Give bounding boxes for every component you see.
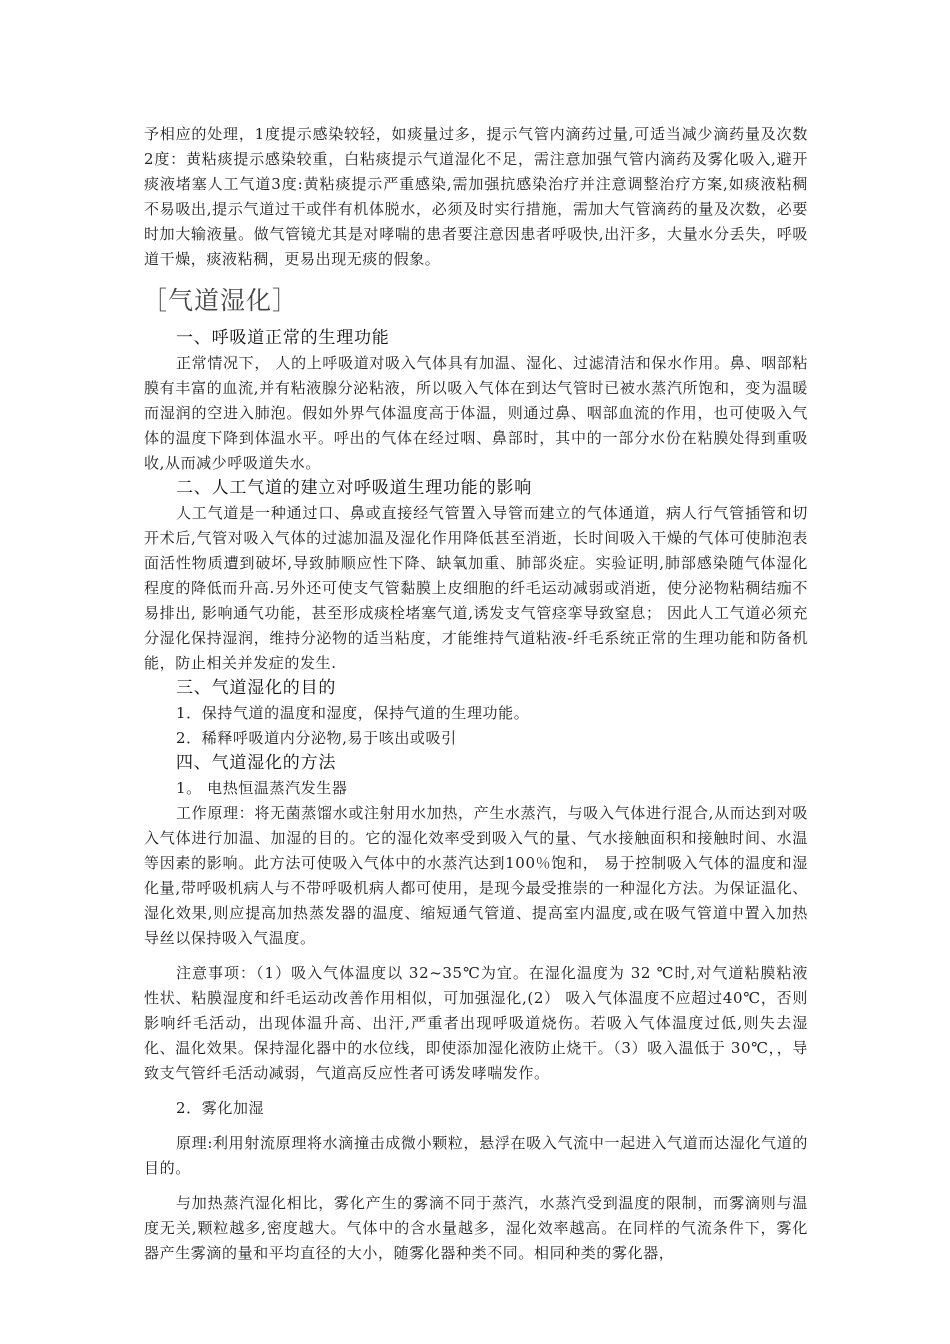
paragraph-principle-steam: 工作原理：将无菌蒸馏水或注射用水加热，产生水蒸汽，与吸入气体进行混合,从而达到对吸入气体进行加温、加湿的目的。它的湿化效率受到吸入气的量、气水接触面积和接触时间、水温等因素的影响。此方法可使吸入气体中的水蒸汽达到100％饱和， 易于控制吸入气体的温度和湿化量,带呼吸机病人与不带呼吸机病人都可使用，是现今最受推崇的一种湿化方法。为保证温化、湿化效果,则应提高加热蒸发器的温度、缩短通气管道、提高室内温度,或在吸气管道中置入加热导丝以保持吸入气温度。 xyxy=(144,804,808,947)
section-title: ［气道湿化］ xyxy=(142,286,299,315)
heading-humidification-purpose: 三、气道湿化的目的 xyxy=(176,678,337,698)
method-1-title: 1。 电热恒温蒸汽发生器 xyxy=(176,779,348,797)
document-page xyxy=(144,122,808,1266)
purpose-item-1: 1．保持气道的温度和湿度，保持气道的生理功能。 xyxy=(176,704,530,722)
purpose-item-2: 2．稀释呼吸道内分泌物,易于咳出或吸引 xyxy=(176,729,457,747)
paragraph-artificial-airway: 人工气道是一种通过口、鼻或直接经气管置入导管而建立的气体通道，病人行气管插管和切开术后,气管对吸入气体的过滤加温及湿化作用降低甚至消逝，长时间吸入干燥的气体可使肺泡表面活性物质遭到破坏,导致肺顺应性下降、缺氧加重、肺部炎症。实验证明,肺部感染随气体湿化程度的降低而升高.另外还可使支气管黏膜上皮细胞的纤毛运动减弱或消逝，使分泌物粘稠结痂不易排出, 影响通气功能，甚至形成痰栓堵塞气道,诱发支气管痉挛导致窒息； 因此人工气道必须充分湿化保持湿润，维持分泌物的适当粘度，才能维持气道粘液-纤毛系统正常的生理功能和防备机能，防止相关并发症的发生. xyxy=(144,504,808,672)
paragraph-notes: 注意事项：（1）吸入气体温度以 32~35℃为宜。在湿化温度为 32 ℃时,对气道粘膜粘液性状、粘膜湿度和纤毛运动改善作用相似，可加强湿化,(2） 吸入气体温度不应超过40℃，否则影响纤毛活动，出现体温升高、出汗,严重者出现呼吸道烧伤。若吸入气体温度过低,则失去湿化、温化效果。保持湿化器中的水位线，即使添加湿化液防止烧干。（3）吸入温低于 30℃，，导致支气管纤毛活动减弱，气道高反应性者可诱发哮喘发作。 xyxy=(144,964,808,1082)
paragraph-physiology: 正常情况下， 人的上呼吸道对吸入气体具有加温、湿化、过滤清洁和保水作用。鼻、咽部粘膜有丰富的血流,并有粘液腺分泌粘液，所以吸入气体在到达气管时已被水蒸汽所饱和，变为温暖而湿润的空进入肺泡。假如外界气体温度高于体温，则通过鼻、咽部血流的作用，也可使吸入气体的温度下降到体温水平。呼出的气体在经过咽、鼻部时，其中的一部分水份在粘膜处得到重吸收,从而减少呼吸道失水。 xyxy=(144,354,808,472)
paragraph-principle-nebulization: 原理:利用射流原理将水滴撞击成微小颗粒，悬浮在吸入气流中一起进入气道而达湿化气道的目的。 xyxy=(144,1134,808,1177)
intro-paragraph: 予相应的处理，1度提示感染较轻，如痰量过多，提示气管内滴药过量,可适当减少滴药量及次数2度：黄粘痰提示感染较重，白粘痰提示气道湿化不足，需注意加强气管内滴药及雾化吸入,避开痰液堵塞人工气道3度:黄粘痰提示严重感染,需加强抗感染治疗并注意调整治疗方案,如痰液粘稠不易吸出,提示气道过干或伴有机体脱水，必须及时实行措施，需加大气管滴药的量及次数，必要时加大输液量。做气管镜尤其是对哮喘的患者要注意因患者呼吸快,出汗多，大量水分丢失，呼吸道干燥，痰液粘稠，更易出现无痰的假象。 xyxy=(144,125,808,268)
paragraph-comparison: 与加热蒸汽湿化相比，雾化产生的雾滴不同于蒸汽，水蒸汽受到温度的限制，而雾滴则与温度无关,颗粒越多,密度越大。气体中的含水量越多，湿化效率越高。在同样的气流条件下，雾化器产生雾滴的量和平均直径的大小，随雾化器种类不同。相同种类的雾化器， xyxy=(144,1194,808,1262)
heading-physiology: 一、呼吸道正常的生理功能 xyxy=(176,328,390,348)
heading-humidification-methods: 四、气道湿化的方法 xyxy=(176,753,337,773)
heading-artificial-airway: 二、人工气道的建立对呼吸道生理功能的影响 xyxy=(176,478,532,498)
method-2-title: 2．雾化加湿 xyxy=(176,1099,265,1117)
